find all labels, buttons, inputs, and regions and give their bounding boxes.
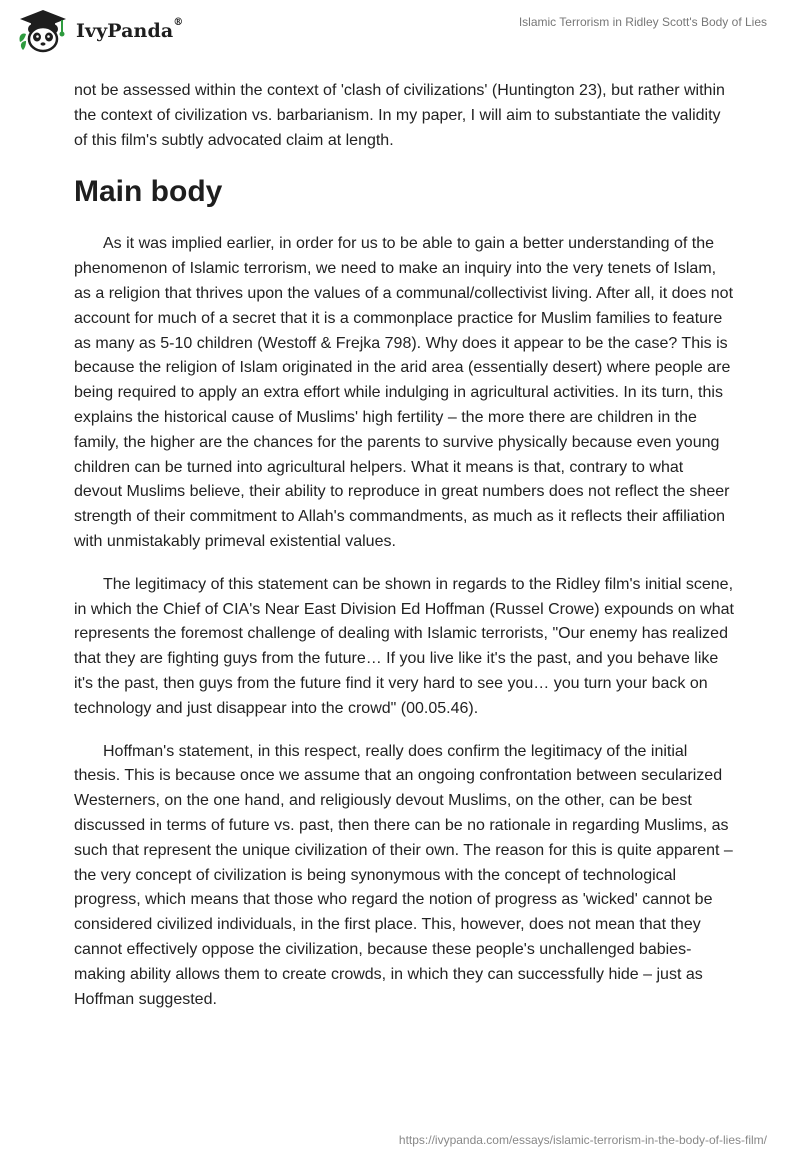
panda-graduate-icon <box>16 8 70 54</box>
body-paragraph: The legitimacy of this statement can be shown in regards to the Ridley film's initial scene, in which the Chief of CIA's Near East Division Ed Hoffman (Russel Crowe) expounds on what represents the foremost challenge of dealing with Islamic terrorists, "Our enemy has realized that they are fighting guys from the future… If you live like it's the past, and you behave like it's the past, then guys from the future find it very hard to see you… you turn your back on technology and just disappear into the crowd" (00.05.46). <box>74 575 734 717</box>
body-paragraph: As it was implied earlier, in order for us to be able to gain a better understanding of the phenomenon of Islamic terrorism, we need to make an inquiry into the very tenets of Islam, as a religion that thrives upon the values of a communal/collectivist living. After all, it does not account for much of a secret that it is a commonplace practice for Muslim families to feature as many as 5-10 children (Westoff & Frejka 798). Why does it appear to be the case? This is because the religion of Islam originated in the arid area (essentially desert) where people are being required to apply an extra effort while indulging in agricultural activities. In its turn, this explains the historical cause of Muslims' high fertility – the more there are children in the family, the higher are the chances for the parents to survive physically because even young children can be turned into agricultural helpers. What it means is that, contrary to what devout Muslims believe, their ability to reproduce in great numbers does not reflect the sheer strength of their commitment to Allah's commandments, as much as it reflects their affiliation with unmistakably primeval existential values. <box>74 235 734 550</box>
page-header <box>0 0 800 68</box>
essay-content <box>74 79 734 1012</box>
intro-continuation: not be assessed within the context of 'clash of civilizations' (Huntington 23), but rather within the context of civilization vs. barbarianism. In my paper, I will aim to substantiate the validity of this film's subtly advocated claim at length. <box>74 82 725 149</box>
body-paragraph: Hoffman's statement, in this respect, really does confirm the legitimacy of the initial thesis. This is because once we assume that an ongoing confrontation between secularized Westerners, on the one hand, and religiously devout Muslims, on the other, can be best discussed in terms of future vs. past, then there can be no rationale in regarding Muslims, as such that represent the unique civilization of their own. The reason for this is quite apparent – the very concept of civilization is being synonymous with the concept of technological progress, which means that those who regard the notion of progress as 'wicked' cannot be considered civilized individuals, in the first place. This, however, does not mean that they cannot effectively oppose the civilization, because these people's unchallenged babies-making ability allows them to create crowds, in which they can successfully hide – just as Hoffman suggested. <box>74 742 733 1008</box>
brand-name: IvyPanda® <box>76 17 184 42</box>
ivypanda-logo[interactable] <box>16 8 183 54</box>
document-title: Islamic Terrorism in Ridley Scott's Body of Lies <box>518 15 767 29</box>
section-heading: Main body <box>74 175 223 209</box>
source-url[interactable]: https://ivypanda.com/essays/islamic-terrorism-in-the-body-of-lies-film/ <box>398 1133 767 1147</box>
